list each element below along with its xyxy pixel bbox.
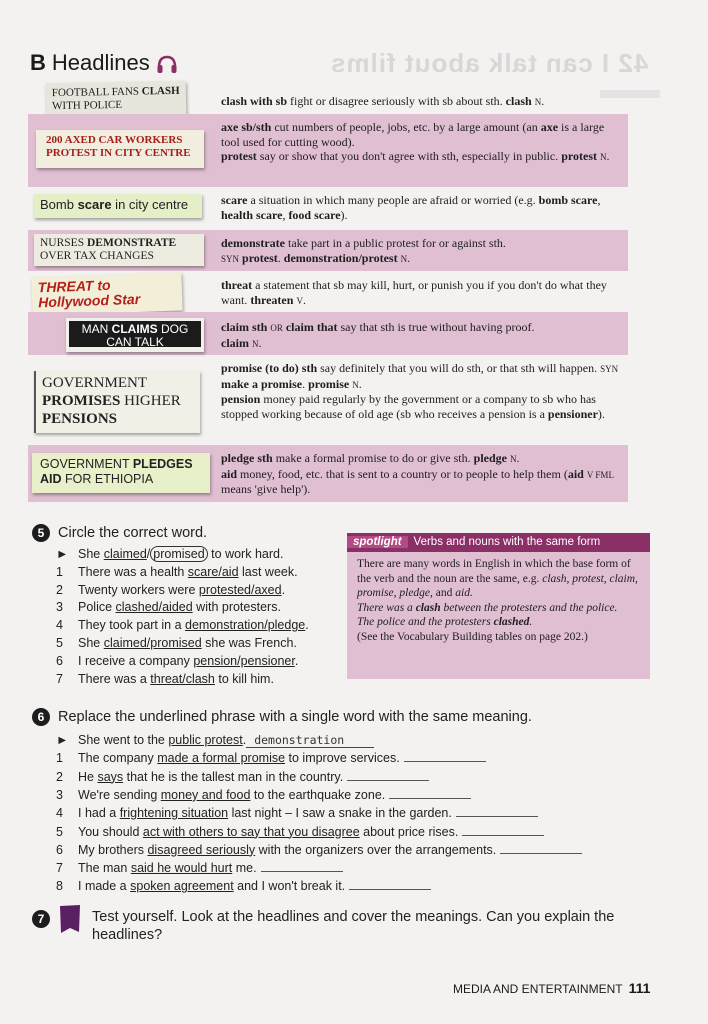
exercise-item bbox=[56, 565, 298, 579]
item-number: 5 bbox=[56, 636, 63, 650]
section-heading bbox=[30, 50, 178, 76]
answer-blank[interactable] bbox=[347, 780, 429, 781]
section-title: Headlines bbox=[51, 50, 150, 75]
item-number: 1 bbox=[56, 564, 63, 579]
item-number: 2 bbox=[56, 769, 63, 784]
item-number: 7 bbox=[56, 861, 63, 876]
item-sentence: Twenty workers were protested/axed. bbox=[78, 582, 286, 597]
spotlight-header bbox=[347, 533, 650, 552]
spotlight-tag: spotlight bbox=[347, 536, 408, 548]
item-sentence: Police clashed/aided with protesters. bbox=[78, 600, 281, 615]
item-number: ► bbox=[56, 547, 69, 561]
definition-text: clash with sb fight or disagree seriously with sb about sth. clash N. bbox=[221, 94, 545, 108]
exercise-item bbox=[56, 733, 374, 748]
item-number: 6 bbox=[56, 842, 63, 857]
vocab-row-threat bbox=[28, 273, 628, 311]
headline-clipping: THREAT to Hollywood Star bbox=[31, 272, 182, 315]
item-sentence: I receive a company pension/pensioner. bbox=[78, 653, 299, 668]
headline-clipping bbox=[66, 318, 204, 352]
spotlight-box bbox=[347, 533, 650, 679]
exercise-7-instruction: Test yourself. Look at the headlines and cover the meanings. Can you explain the headlines? bbox=[92, 909, 615, 943]
exercise-item bbox=[56, 861, 343, 875]
definition-text: promise (to do) sth say definitely that you will do sth, or that sth will happen. SYN make a promise. promise N. pension money paid regularly by the government or a company to sb who has stopped working because of old age (sb who receives a pension is a pensioner). bbox=[221, 361, 619, 421]
exercise-number-badge: 6 bbox=[32, 708, 50, 726]
page-number: 111 bbox=[628, 980, 651, 996]
exercise-item bbox=[56, 770, 429, 784]
vocab-row-promise bbox=[28, 357, 628, 443]
answer-blank[interactable] bbox=[389, 798, 471, 799]
definition bbox=[221, 278, 621, 308]
item-number: 3 bbox=[56, 600, 63, 615]
exercise-item bbox=[56, 806, 538, 820]
exercise-6-instruction: Replace the underlined phrase with a single word with the same meaning. bbox=[58, 708, 532, 725]
definition-text: pledge sth make a formal promise to do or give sth. pledge N. aid money, food, etc. that is sent to a country or to people to help them (aid V FML means 'give help'). bbox=[221, 451, 614, 496]
exercise-item bbox=[56, 618, 309, 632]
vocab-row-claim bbox=[28, 312, 628, 355]
item-number: 6 bbox=[56, 653, 63, 668]
vocab-row-axe bbox=[28, 114, 628, 187]
item-number: 7 bbox=[56, 671, 63, 686]
spotlight-body: There are many words in English in which the base form of the verb and the noun are the same, e.g. clash, protest, claim, promise, pledge, and aid. There was a clash between the protesters and the police. The police and the protesters clashed. (See the Vocabulary Building tables on page 202.) bbox=[357, 558, 638, 643]
headphones-icon bbox=[156, 54, 178, 74]
headline-clipping: NURSES DEMONSTRATE OVER TAX CHANGES bbox=[34, 234, 204, 266]
exercise-item bbox=[56, 600, 281, 614]
item-sentence: We're sending money and food to the earthquake zone. bbox=[78, 787, 386, 802]
exercise-item bbox=[56, 672, 274, 686]
item-sentence: I made a spoken agreement and I won't break it. bbox=[78, 879, 346, 894]
definition-text: demonstrate take part in a public protest for or against sth. SYN protest. demonstration/protest N. bbox=[221, 236, 506, 265]
definition-text: scare a situation in which many people are afraid or worried (e.g. bomb scare, health scare, food scare). bbox=[221, 193, 601, 222]
answer-blank[interactable] bbox=[500, 853, 582, 854]
exercise-item bbox=[56, 788, 471, 802]
exercise-item bbox=[56, 654, 298, 668]
definition-text: claim sth OR claim that say that sth is true without having proof. claim N. bbox=[221, 320, 535, 350]
item-sentence: He says that he is the tallest man in the country. bbox=[78, 769, 344, 784]
exercise-item bbox=[56, 751, 486, 765]
page-footer bbox=[453, 980, 650, 996]
exercise-item bbox=[56, 547, 283, 561]
headline-clipping: Bomb scare in city centre bbox=[34, 194, 202, 218]
vocab-row-scare bbox=[28, 188, 628, 228]
bleed-through-heading: 42 I can talk about films bbox=[330, 48, 649, 78]
item-sentence: They took part in a demonstration/pledge. bbox=[78, 618, 309, 633]
item-sentence: The man said he would hurt me. bbox=[78, 861, 257, 876]
purple-bookmark-icon bbox=[58, 904, 82, 934]
definition-text: threat a statement that sb may kill, hurt, or punish you if you don't do what they want. threaten V. bbox=[221, 278, 607, 307]
section-letter: B bbox=[30, 50, 46, 75]
definition bbox=[221, 94, 621, 110]
exercise-number-badge: 5 bbox=[32, 524, 50, 542]
item-number: 2 bbox=[56, 582, 63, 597]
item-number: 4 bbox=[56, 806, 63, 821]
exercise-5-heading bbox=[32, 524, 207, 542]
definition bbox=[221, 236, 621, 266]
exercise-item bbox=[56, 879, 431, 893]
answer-blank[interactable] bbox=[404, 761, 486, 762]
item-sentence: You should act with others to say that you disagree about price rises. bbox=[78, 824, 459, 839]
answer-blank[interactable] bbox=[462, 835, 544, 836]
item-sentence: My brothers disagreed seriously with the organizers over the arrangements. bbox=[78, 842, 497, 857]
vocab-row-pledge bbox=[28, 445, 628, 502]
footer-section: MEDIA AND ENTERTAINMENT bbox=[453, 982, 623, 996]
item-sentence: The company made a formal promise to improve services. bbox=[78, 751, 400, 766]
definition bbox=[221, 451, 621, 497]
item-number: 3 bbox=[56, 787, 63, 802]
item-number: 8 bbox=[56, 879, 63, 894]
exercise-item bbox=[56, 636, 297, 650]
definition bbox=[221, 193, 621, 222]
exercise-item bbox=[56, 825, 544, 839]
headline-clipping-text: MAN CLAIMS DOG CAN TALK bbox=[69, 321, 201, 347]
item-number: 1 bbox=[56, 751, 63, 766]
answer-blank[interactable] bbox=[261, 871, 343, 872]
handwritten-answer[interactable]: demonstration bbox=[246, 733, 374, 748]
exercise-number-badge: 7 bbox=[32, 910, 50, 928]
item-sentence: I had a frightening situation last night – I saw a snake in the garden. bbox=[78, 806, 452, 821]
item-sentence: There was a threat/clash to kill him. bbox=[78, 671, 274, 686]
definition bbox=[221, 320, 621, 351]
headline-clipping: GOVERNMENT PROMISES HIGHER PENSIONS bbox=[34, 371, 200, 433]
spotlight-heading: Verbs and nouns with the same form bbox=[413, 536, 601, 548]
definition bbox=[221, 120, 621, 165]
item-number: ► bbox=[56, 733, 69, 747]
exercise-6-heading bbox=[32, 708, 532, 726]
item-number: 4 bbox=[56, 618, 63, 633]
answer-blank[interactable] bbox=[349, 889, 431, 890]
headline-clipping: GOVERNMENT PLEDGES AID FOR ETHIOPIA bbox=[32, 453, 210, 493]
definition bbox=[221, 361, 621, 421]
vocab-row-demonstrate bbox=[28, 230, 628, 271]
exercise-item bbox=[56, 843, 582, 857]
exercise-5-instruction: Circle the correct word. bbox=[58, 524, 208, 541]
answer-blank[interactable] bbox=[456, 816, 538, 817]
item-sentence: There was a health scare/aid last week. bbox=[78, 564, 298, 579]
item-sentence: She went to the public protest. bbox=[78, 733, 247, 747]
headline-clipping: FOOTBALL FANS CLASH WITH POLICE bbox=[46, 81, 187, 119]
item-number: 5 bbox=[56, 824, 63, 839]
item-sentence: She claimed/promised she was French. bbox=[78, 636, 297, 650]
headline-clipping: 200 AXED CAR WORKERS PROTEST IN CITY CENTRE bbox=[36, 130, 204, 168]
vocab-row-clash bbox=[28, 84, 628, 113]
definition-text: axe sb/sth cut numbers of people, jobs, etc. by a large amount (an axe is a large tool used for cutting wood). protest say or show that you don't agree with sth, especially in public. protest N. bbox=[221, 120, 610, 163]
item-sentence: She claimed/ promised to work hard. bbox=[78, 547, 284, 561]
exercise-item bbox=[56, 583, 285, 597]
